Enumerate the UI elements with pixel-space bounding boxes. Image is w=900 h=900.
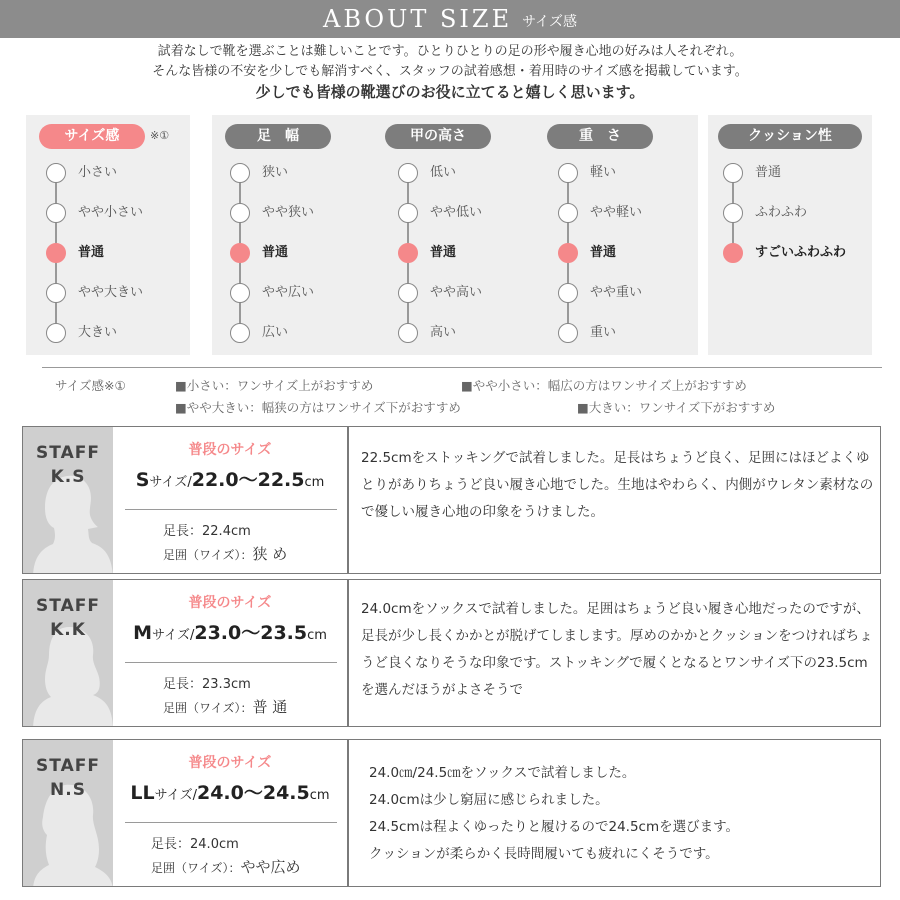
usual-size-value: [113, 778, 347, 805]
staff-card: [22, 579, 881, 727]
foot-measurements: [163, 674, 287, 720]
scale-label-width: 足 幅: [225, 124, 331, 149]
usual-size-heading: 普段のサイズ: [188, 595, 272, 611]
foot-length-label: 足長：: [151, 837, 191, 852]
scale-panel-weight: [534, 115, 698, 355]
staff-label: STAFF: [36, 596, 100, 616]
legend-item: ■やや小さい：幅広の方はワンサイズ上がおすすめ: [461, 378, 747, 393]
legend-item: ■大きい：ワンサイズ下がおすすめ: [577, 400, 776, 415]
scale-option-label: 高い: [430, 325, 457, 340]
scale-dot: [398, 203, 418, 223]
scale-option-label: やや狭い: [262, 205, 315, 220]
foot-width-value: 狭 め: [252, 545, 288, 563]
staff-avatar-panel: [23, 580, 113, 726]
size-unit: cm: [309, 788, 330, 803]
foot-width-value: 普 通: [252, 698, 288, 716]
scale-panel-size: [26, 115, 190, 355]
intro-line-2: そんな皆様の不安を少しでも解消すべく、スタッフの試着感想・着用時のサイズ感を掲載しています。: [152, 64, 748, 79]
foot-length-value: 24.0cm: [190, 837, 239, 852]
size-divider: [125, 509, 337, 510]
scale-option-label: 低い: [430, 165, 457, 180]
comment-line: 24.0cmは少し窮屈に感じられました。: [369, 792, 609, 808]
scale-selected-dot: [723, 243, 743, 263]
scale-option-label: 広い: [262, 325, 289, 340]
foot-length-value: 22.4cm: [202, 524, 251, 539]
scale-dot: [230, 283, 250, 303]
usual-size-panel: [113, 740, 347, 886]
size-divider: [125, 822, 337, 823]
card-divider: [347, 427, 349, 573]
size-word: サイズ/: [154, 788, 197, 803]
header-subtitle: サイズ感: [522, 14, 577, 30]
scale-dot: [558, 163, 578, 183]
scale-dot: [46, 283, 66, 303]
scale-option-label: 重い: [590, 325, 617, 340]
staff-avatar-panel: [23, 427, 113, 573]
scale-label-weight: 重 さ: [547, 124, 653, 149]
scale-option-label: 小さい: [78, 165, 118, 180]
staff-comment: 22.5cmをストッキングで試着しました。足長はちょうど良く、足囲にはほどよくゆとりがありちょうど良い履き心地でした。生地はやわらく、内側がウレタン素材なので優しい履き心地の印象をうけました。: [361, 450, 874, 520]
size-word: サイズ/: [152, 628, 195, 643]
size-unit: cm: [307, 628, 327, 643]
scale-selected-dot: [46, 243, 66, 263]
card-divider: [347, 740, 349, 886]
foot-width-label: 足囲（ワイズ）：: [163, 548, 253, 562]
scale-dot: [230, 203, 250, 223]
scale-option-label: やや重い: [590, 285, 643, 300]
intro-line-3: 少しでも皆様の靴選びのお役に立てると嬉しく思います。: [255, 83, 645, 101]
scale-dot: [398, 323, 418, 343]
intro-text: [0, 42, 900, 102]
scale-option-label: やや広い: [262, 285, 315, 300]
comment-line: クッションが柔らかく長時間履いても疲れにくそうです。: [369, 846, 719, 862]
scale-dot: [46, 203, 66, 223]
scale-option-label: 軽い: [590, 165, 617, 180]
scale-selected-dot: [230, 243, 250, 263]
scale-option-label: 普通: [430, 245, 457, 260]
staff-comment: [369, 760, 884, 868]
size-letter: M: [133, 622, 152, 644]
foot-length-label: 足長：: [163, 677, 203, 692]
scale-dot: [46, 323, 66, 343]
scale-dot: [558, 323, 578, 343]
scale-dot: [723, 163, 743, 183]
scale-option-label: すごいふわふわ: [755, 245, 847, 260]
scale-option-label: 大きい: [78, 325, 118, 340]
scale-label-instep: 甲の高さ: [385, 124, 491, 149]
scale-panel-width: [212, 115, 376, 355]
scale-option-label: やや高い: [430, 285, 483, 300]
scale-note: ※①: [150, 129, 170, 142]
size-word: サイズ/: [149, 475, 192, 490]
size-letter: S: [135, 469, 150, 491]
legend-title: サイズ感※①: [55, 378, 126, 393]
foot-measurements: [151, 834, 301, 880]
usual-size-value: [113, 465, 347, 492]
size-divider: [125, 662, 337, 663]
scale-option-label: 普通: [262, 245, 289, 260]
scale-dot: [558, 283, 578, 303]
scale-option-label: 狭い: [262, 165, 289, 180]
usual-size-heading: 普段のサイズ: [188, 755, 272, 771]
staff-avatar-panel: [23, 740, 113, 886]
size-range: 24.0〜24.5: [196, 782, 310, 804]
divider-line: [42, 367, 882, 368]
scale-option-label: やや小さい: [78, 205, 144, 220]
comment-line: 24.5cmは程よくゆったりと履けるので24.5cmを選びます。: [369, 819, 740, 835]
foot-width-value: やや広め: [240, 858, 301, 876]
staff-initials: K.K: [50, 620, 86, 640]
scale-dot: [723, 203, 743, 223]
staff-label: STAFF: [36, 756, 100, 776]
scale-option-label: やや低い: [430, 205, 483, 220]
size-range: 22.0〜22.5: [191, 469, 305, 491]
scale-selected-dot: [398, 243, 418, 263]
staff-comment: 24.0cmをソックスで試着しました。足囲はちょうど良い履き心地だったのですが、足長が少し長くかかとが脱げてしまします。厚めのかかとクッションをつければちょうど良くなりそうな印象です。ストッキングで履くとなるとワンサイズ下の23.5cmを選んだほうがよさそうで: [361, 601, 873, 698]
size-letter: LL: [130, 782, 155, 804]
foot-width-label: 足囲（ワイズ）：: [151, 861, 241, 875]
usual-size-panel: [113, 427, 347, 573]
scale-dot: [558, 203, 578, 223]
scale-option-label: 普通: [590, 245, 617, 260]
staff-initials: K.S: [50, 467, 86, 487]
header-title: ABOUT SIZE: [323, 5, 513, 33]
size-unit: cm: [304, 475, 325, 490]
scale-dot: [46, 163, 66, 183]
foot-width-label: 足囲（ワイズ）：: [163, 701, 253, 715]
usual-size-panel: [113, 580, 347, 726]
scale-dot: [398, 163, 418, 183]
scale-selected-dot: [558, 243, 578, 263]
legend-item: ■小さい：ワンサイズ上がおすすめ: [175, 378, 374, 393]
foot-length-value: 23.3cm: [202, 677, 251, 692]
usual-size-heading: 普段のサイズ: [188, 442, 272, 458]
foot-length-label: 足長：: [163, 524, 203, 539]
legend-item: ■やや大きい：幅狭の方はワンサイズ下がおすすめ: [175, 400, 461, 415]
scale-option-label: やや軽い: [590, 205, 643, 220]
scale-option-label: ふわふわ: [755, 205, 808, 220]
scale-option-label: 普通: [755, 165, 782, 180]
intro-line-1: 試着なしで靴を選ぶことは難しいことです。ひとりひとりの足の形や履き心地の好みは人それぞれ。: [157, 44, 743, 59]
usual-size-value: [113, 618, 347, 645]
card-divider: [347, 580, 349, 726]
scale-option-label: 普通: [78, 245, 105, 260]
scale-dot: [230, 323, 250, 343]
scale-label-size: サイズ感: [39, 124, 145, 149]
size-range: 23.0〜23.5: [194, 622, 308, 644]
header-bar: [0, 0, 900, 38]
comment-line: 24.0㎝/24.5㎝をソックスで試着しました。: [369, 765, 636, 781]
scale-dot: [398, 283, 418, 303]
staff-card: [22, 739, 881, 887]
scale-dot: [230, 163, 250, 183]
scale-panel-instep: [372, 115, 536, 355]
scale-option-label: やや大きい: [78, 285, 144, 300]
staff-card: [22, 426, 881, 574]
foot-measurements: [163, 521, 287, 567]
staff-label: STAFF: [36, 443, 100, 463]
scale-label-cushion: クッション性: [718, 124, 862, 149]
scale-panel-cushion: [708, 115, 872, 355]
staff-initials: N.S: [50, 780, 86, 800]
